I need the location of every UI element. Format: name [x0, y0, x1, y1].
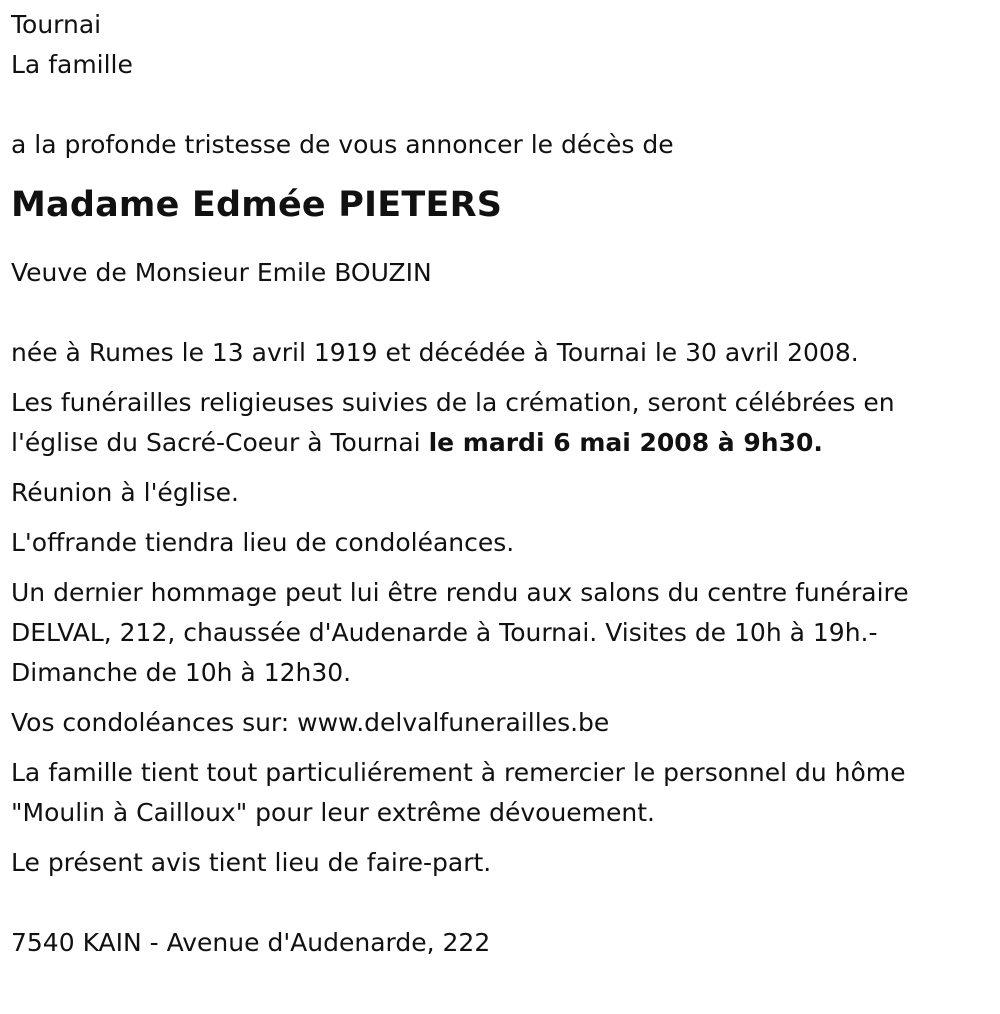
deceased-name: Madame Edmée PIETERS [11, 185, 503, 225]
address-line: 7540 KAIN - Avenue d'Audenarde, 222 [11, 928, 491, 957]
funeral-date-text: le mardi 6 mai 2008 à 9h30. [428, 428, 823, 457]
funeral-paragraph [11, 383, 991, 463]
spacer [11, 293, 991, 333]
funeral-church-text: l'église du Sacré-Coeur à Tournai [11, 428, 429, 457]
hommage-line-2: DELVAL, 212, chaussée d'Audenarde à Tournai. Visites de 10h à 19h.- [11, 618, 878, 647]
spacer [11, 893, 991, 923]
family-line: La famille [11, 50, 133, 79]
faire-part-paragraph: Le présent avis tient lieu de faire-part. [11, 848, 492, 877]
thanks-line-2: "Moulin à Cailloux" pour leur extrême dévouement. [11, 798, 656, 827]
reunion-paragraph: Réunion à l'église. [11, 478, 239, 507]
announcement-line: a la profonde tristesse de vous annoncer le décès de [11, 130, 674, 159]
birth-death-paragraph: née à Rumes le 13 avril 1919 et décédée à Tournai le 30 avril 2008. [11, 338, 859, 367]
obituary-notice [11, 5, 991, 963]
condoleances-paragraph: Vos condoléances sur: www.delvalfunerailles.be [11, 708, 610, 737]
hommage-line-3: Dimanche de 10h à 12h30. [11, 658, 352, 687]
hommage-line-1: Un dernier hommage peut lui être rendu aux salons du centre funéraire [11, 578, 909, 607]
city-line: Tournai [11, 10, 102, 39]
thanks-line-1: La famille tient tout particuliérement à remercier le personnel du hôme [11, 758, 906, 787]
thanks-paragraph [11, 753, 991, 833]
hommage-paragraph [11, 573, 991, 693]
offrande-paragraph: L'offrande tiendra lieu de condoléances. [11, 528, 515, 557]
spacer [11, 85, 991, 125]
funeral-line-2 [11, 423, 991, 463]
funeral-line-1: Les funérailles religieuses suivies de la crémation, seront célébrées en [11, 388, 895, 417]
widow-of-line: Veuve de Monsieur Emile BOUZIN [11, 258, 432, 287]
